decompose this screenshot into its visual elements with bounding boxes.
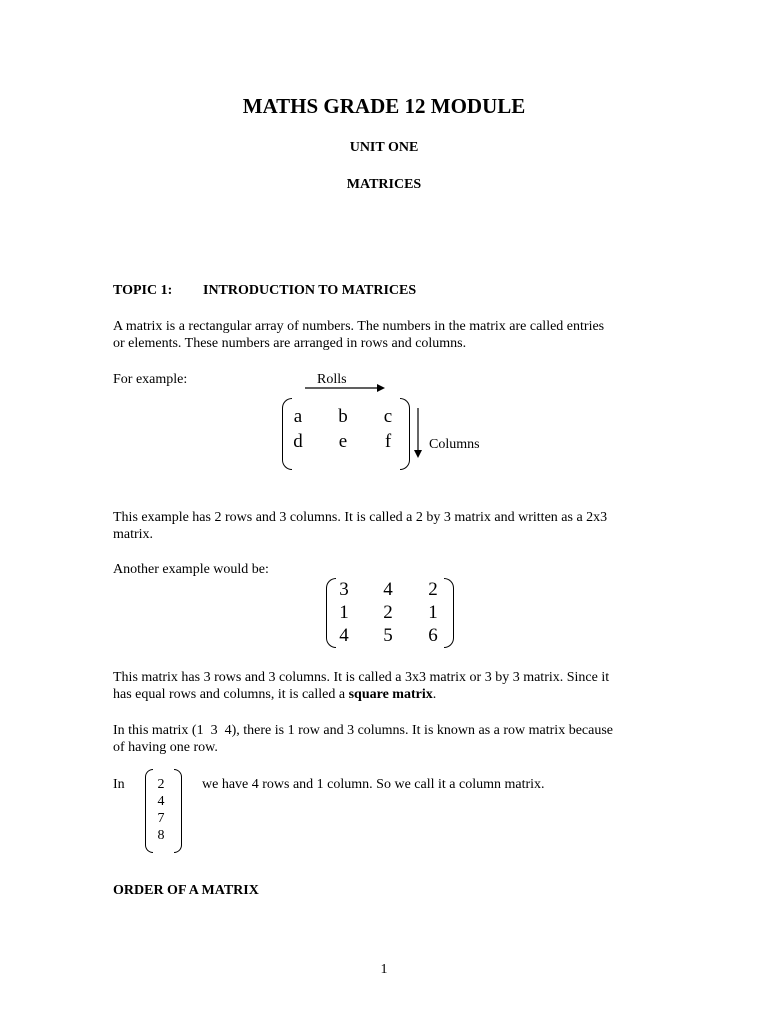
section-heading: ORDER OF A MATRIX [113,883,259,898]
paragraph-3-line-1: This matrix has 3 rows and 3 columns. It is called a 3x3 matrix or 3 by 3 matrix. Since it [113,670,610,685]
intro-line-1: A matrix is a rectangular array of numbers. The numbers in the matrix are called entries [113,319,605,334]
matrix-cell: 8 [157,828,165,843]
column-example-text: we have 4 rows and 1 column. So we call it a column matrix. [202,777,545,792]
paragraph-4-line-1: In this matrix (1 3 4), there is 1 row and 3 columns. It is known as a row matrix because [113,723,614,738]
matrix-cell: e [338,431,348,452]
page-title: MATHS GRADE 12 MODULE [242,94,526,118]
subject-heading: MATRICES [346,177,422,192]
matrix-2x3 [282,398,410,470]
matrix-3x3 [326,578,454,648]
right-bracket [174,769,182,853]
unit-heading: UNIT ONE [349,140,419,155]
column-matrix [145,769,182,853]
matrix-cell: d [293,431,303,452]
rows-label: Rolls [317,372,347,387]
right-bracket [444,578,454,648]
intro-line-2: or elements. These numbers are arranged in rows and columns. [113,336,467,351]
paragraph-3-line-2 [113,686,436,703]
paragraph-4-line-2: of having one row. [113,740,218,755]
matrix-cell: 5 [383,625,393,646]
matrix-cell: 1 [339,602,349,623]
left-bracket [145,769,153,853]
matrix-cell: 2 [157,777,165,792]
matrix-cell: 4 [383,579,393,600]
paragraph-2-line-1: This example has 2 rows and 3 columns. It is called a 2 by 3 matrix and written as a 2x3 [113,510,608,525]
page-number: 1 [380,962,388,977]
rows-arrow-icon [305,382,387,394]
column-example-prefix: In [113,777,125,792]
topic-title: INTRODUCTION TO MATRICES [203,283,417,298]
paragraph-2-line-2: matrix. [113,527,154,542]
columns-label: Columns [429,437,480,452]
matrix-cell: 2 [383,602,393,623]
matrix-cell: f [384,431,392,452]
matrix-cell: 1 [428,602,438,623]
matrix-cell: 4 [339,625,349,646]
paragraph-3-prefix: has equal rows and columns, it is called a [113,687,349,702]
matrix-cell: 6 [428,625,438,646]
square-matrix-term: square matrix [348,687,433,702]
matrix-cell: a [293,406,303,427]
right-bracket [400,398,410,470]
example-label: For example: [113,372,188,387]
matrix-cell: 3 [339,579,349,600]
another-example-label: Another example would be: [113,562,269,577]
matrix-cell: 2 [428,579,438,600]
matrix-cell: 7 [157,811,165,826]
topic-number: TOPIC 1: [113,283,173,298]
paragraph-3-suffix: . [432,687,437,702]
matrix-cell: b [338,406,348,427]
matrix-cell: c [383,406,393,427]
matrix-cell: 4 [157,794,165,809]
columns-arrow-icon [412,408,424,460]
